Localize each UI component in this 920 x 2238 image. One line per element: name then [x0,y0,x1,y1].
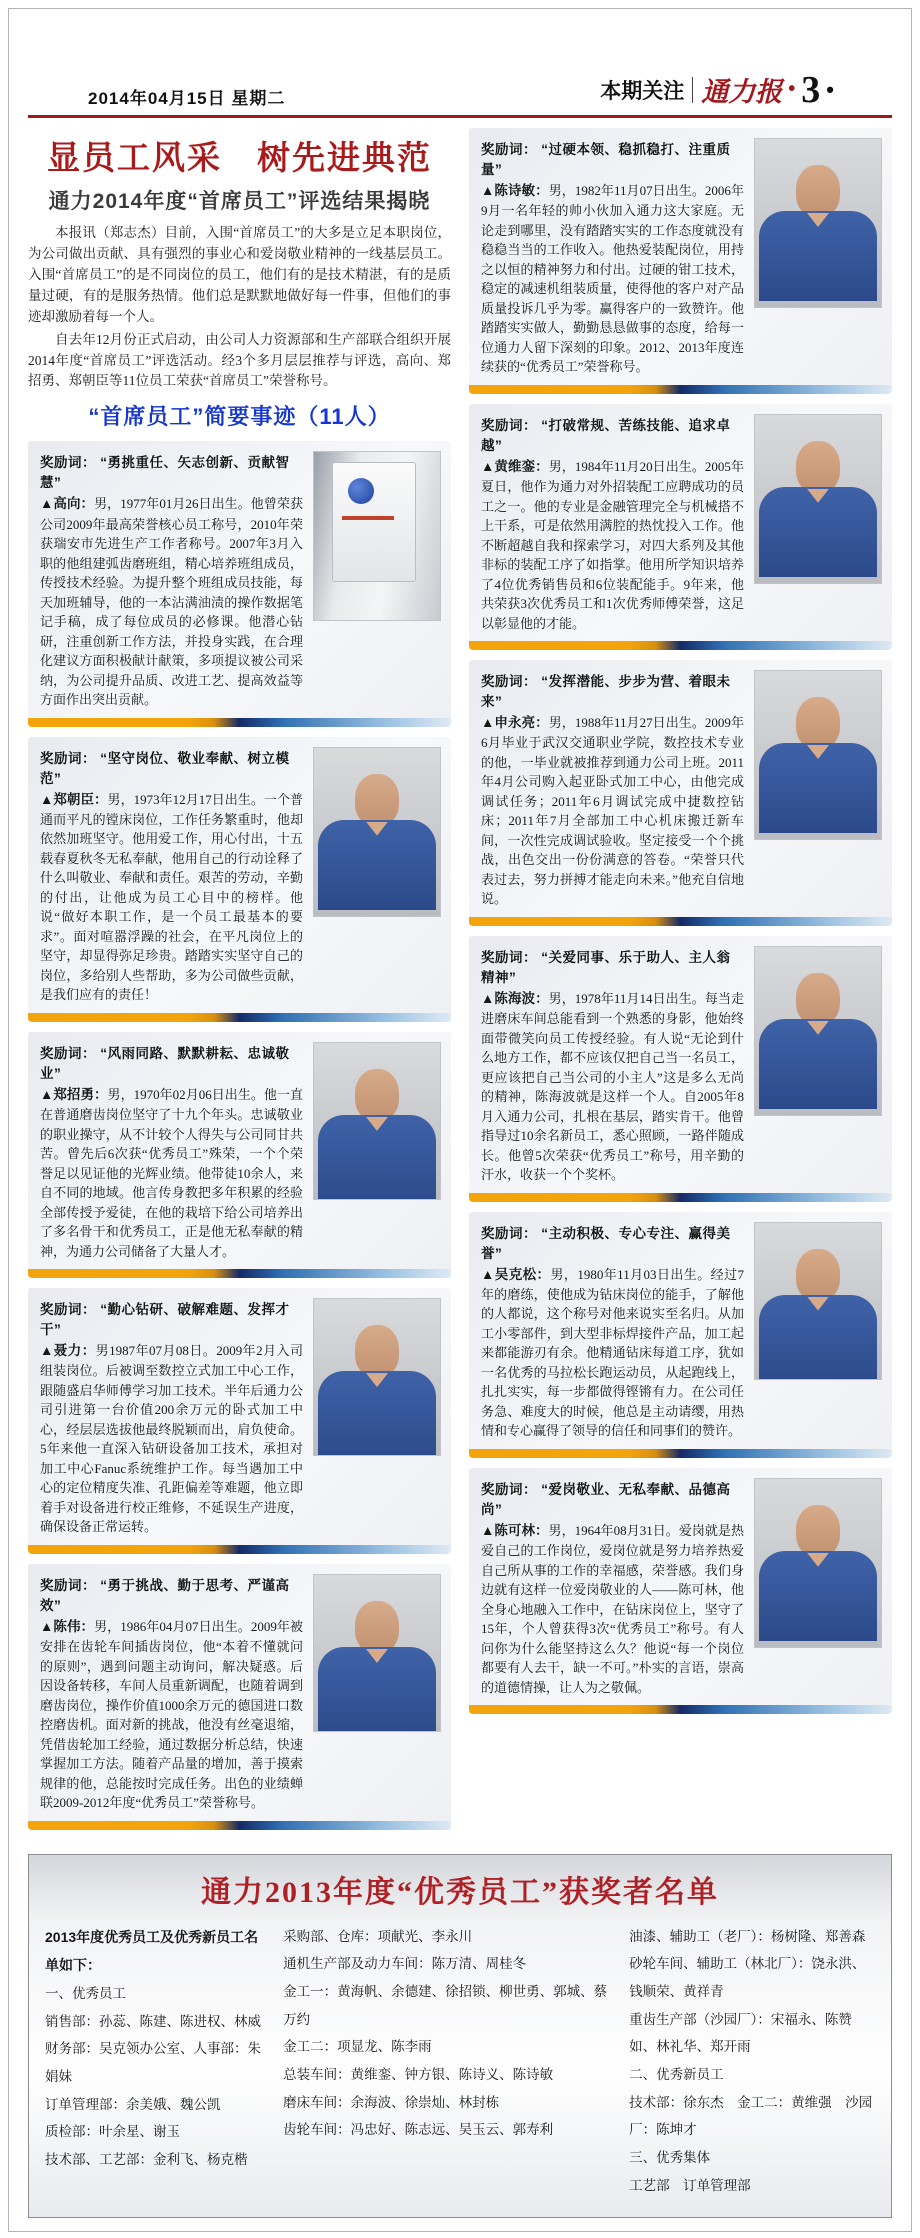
divider-swoosh [469,641,892,650]
awards-line: 二、优秀新员工 [629,2066,724,2082]
employee-name: ▲聂力： [40,1343,96,1359]
awards-line: 重齿生产部（沙园厂）：宋福永、陈赞如、林礼华、郑开雨 [629,2011,852,2055]
awards-line: 金工一：黄海帆、余德建、徐招锁、柳世勇、郭城、蔡万约 [283,1983,608,2027]
awards-line: 销售部：孙蕊、陈建、陈进权、林威 [45,2013,261,2029]
portrait-head [355,1601,399,1653]
award-words: 奖励词： “坚守岗位、敬业奉献、树立模范” [40,750,290,786]
employee-bio: ▲陈海波：男，1978年11月14日出生。每当走进磨床车间总能看到一个熟悉的身影，他始终面带微笑向员工传授经验。有人说“无论到什么地方工作，都不应该仅把自己当一名员工，更应该把自己当公司的小主人”这是多么无尚的精神，陈海波就是这样一个人。自2005年8月入通力公司，扎根在基层，踏实肯干。他曾指导过10余名新员工，悉心照顾，一路伴随成长。他曾5次荣获“优秀员工”称号，用辛勤的汗水，收获一个个奖杯。 [481,990,744,1182]
employee-name: ▲陈海波： [481,990,549,1006]
awards-line: 油漆、辅助工（老厂）：杨树隆、郑善森 [629,1928,866,1944]
employee-photo [754,138,882,308]
employee-name: ▲陈可林： [481,1522,549,1538]
employee-name: ▲吴克松： [481,1266,551,1282]
award-words: 奖励词： “勤心钻研、破解难题、发挥才干” [40,1302,290,1338]
profile-card-huangweiluan [469,404,892,650]
main-headline: 显员工风采 树先进典范 [47,141,432,177]
employee-photo [313,451,441,621]
employee-name: ▲陈诗敏： [481,183,549,198]
intro-paragraph-1: 本报讯（郑志杰）目前，入围“首席员工”的大多是立足本职岗位，为公司做出贡献、具有强烈的事业心和爱岗敬业精神的一线基层员工。入围“首席员工”的是不同岗位的员工，他们有的是技术精湛，有的是质量过硬，有的是服务热情。他们总是默默地做好每一件事，但他们的事迹却激励着每一个人。 [28,225,451,324]
red-bullet: • [788,78,796,100]
employee-photo [754,670,882,840]
profile-card-gaoxiang [28,441,451,726]
portrait-head [355,774,399,826]
employee-photo [313,1574,441,1732]
employee-photo [754,946,882,1116]
awards-line: 齿轮车间：冯忠好、陈志远、吴玉云、郭寿利 [283,2122,554,2138]
award-words: 奖励词： “勇于挑战、勤于思考、严谨高效” [40,1577,290,1613]
black-bullet: • [826,76,834,102]
intro-paragraph-2: 自去年12月份正式启动，由公司人力资源部和生产部联合组织开展2014年度“首席员工”评选活动。经3个多月层层推荐与评选，高向、郑招勇、郑朝臣等11位员工荣获“首席员工”荣誉称号。 [28,331,451,389]
page-number: 3 [801,68,821,111]
profile-card-zhengzhaoyong [28,1032,451,1278]
awards-line: 技术部、工艺部：金利飞、杨克楷 [45,2152,248,2168]
profile-card-chenhaibo [469,936,892,1202]
portrait-head [355,1325,399,1377]
employee-name: ▲陈伟： [40,1618,95,1634]
divider-swoosh [469,1705,892,1714]
section-heading: “首席员工”简要事迹（11人） [88,404,391,430]
employee-photo [313,1042,441,1200]
awards-line: 财务部：吴克领办公室、人事部：朱娟妹 [45,2041,261,2085]
awards-line: 三、优秀集体 [629,2150,711,2165]
left-column [28,128,451,1840]
award-words: 奖励词： “发挥潜能、步步为营、着眼未来” [481,674,731,709]
employee-bio: ▲申永亮：男，1988年11月27日出生。2009年6月毕业于武汉交通职业学院，数控技术专业的他，一毕业就被推荐到通力公司上班。2011年4月公司购入起亚卧式加工中心，由他完成调试任务；2011年6月调试完成中捷数控钻床；2011年7月全部加工中心机床搬迁新车间，一次性完成调试验收。坚定接受一个个挑战，出色交出一份份满意的答卷。“荣誉只代表过去，努力拼搏才能走向未来。”他充自信地说。 [481,715,744,907]
awards-line: 工艺部 订单管理部 [629,2177,751,2193]
profile-card-chenshimin [469,128,892,394]
award-words: 奖励词： “爱岗敬业、无私奉献、品德高尚” [481,1481,731,1517]
divider-swoosh [28,1821,451,1830]
awards-line: 一、优秀员工 [45,1986,126,2001]
awards-line: 通机生产部及动力车间：陈万清、周桂冬 [283,1956,527,1972]
awards-line: 订单管理部：余美娥、魏公凯 [45,2096,221,2112]
award-words: 奖励词： “过硬本领、稳抓稳打、注重质量” [481,142,731,177]
page-header [28,70,892,118]
awards-line: 质检部：叶余星、谢玉 [45,2124,180,2140]
portrait-head [796,697,840,749]
portrait-head [796,165,840,217]
issue-date: 2014年04月15日 星期二 [88,89,286,108]
awards-line: 总装车间：黄维銮、钟方银、陈诗义、陈诗敏 [283,2066,554,2082]
employee-bio: ▲陈可林：男，1964年08月31日。爱岗就是热爱自己的工作岗位，爱岗位就是努力培养热爱自己所从事的工作的幸福感，荣誉感。我们身边就有这样一位爱岗敬业的人——陈可林，他全身心地融入工作中，在钻床岗位上，坚守了15年，个人曾获得3次“优秀员工”称号。有人问你为什么能坚持这么久？他说“每一个岗位都要有人去干，缺一不可。”朴实的言语，崇高的道德情操，让人为之敬佩。 [481,1522,744,1695]
divider-swoosh [469,385,892,394]
awards-line: 采购部、仓库：项献光、李永川 [283,1928,473,1944]
employee-name: ▲高向： [40,496,95,512]
machine-image [332,462,416,582]
machine-detail [342,516,394,520]
right-column [469,128,892,1840]
profile-card-shenyongliang [469,660,892,926]
awards-list-lead: 2013年度优秀员工及优秀新员工名单如下： [45,1928,259,1974]
employee-name: ▲黄维銮： [481,458,549,474]
divider-swoosh [28,1269,451,1278]
employee-bio: ▲郑朝臣：男，1973年12月17日出生。一个普通而平凡的镗床岗位，工作任务繁重时，他却依然加班坚守。他用爱工作，用心付出，十五载春夏秋冬无私奉献，他用自己的行动诠释了什么叫敬业、奉献和责任。艰苦的劳动，辛勤的付出，让他成为员工心目中的榜样。他说“做好本职工作，是一个员工最基本的要求”。面对喧嚣浮躁的社会，在平凡岗位上的坚守，却显得弥足珍贵。踏踏实实坚守自己的岗位，多给别人些帮助，多为公司做些贡献，是我们应有的责任！ [40,791,303,1003]
award-words: 奖励词： “勇挑重任、矢志创新、贡献智慧” [40,455,290,491]
employee-photo [754,1478,882,1648]
awards-column-3 [629,1923,875,2200]
divider-swoosh [469,1193,892,1202]
awards-title: 通力2013年度“优秀员工”获奖者名单 [201,1875,719,1909]
employee-bio: ▲聂力：男1987年07月08日。2009年2月入司组装岗位。后被调至数控立式加工中心工作，跟随盛启华师傅学习加工技术。半年后通力公司引进第一台价值200余万元的卧式加工中心，经层层选拔他最终脱颖而出，肩负使命。5年来他一直深入钻研设备加工技术，承担对加工中心Fanuc系统维护工作。每当遇加工中心的定位精度失准、孔距偏差等难题，他立即着手对设备进行校正维修，不延误生产进度，确保设备正常运转。 [40,1343,303,1535]
awards-line: 金工二：项显龙、陈李雨 [283,2039,432,2055]
intro-text [28,223,451,392]
awards-list-box [28,1854,892,2219]
profile-card-zhengchaochen [28,737,451,1022]
divider-swoosh [469,1449,892,1458]
profile-card-nieli [28,1288,451,1554]
award-words: 奖励词： “打破常规、苦练技能、追求卓越” [481,417,731,453]
employee-bio: ▲黄维銮：男，1984年11月20日出生。2005年夏日，他作为通力对外招装配工应聘成功的员工之一。他的专业是金融管理完全与机械搭不上干系，可是依然用满腔的热忱投入工作。他不断超越自我和探索学习，对四大系列及其他非标的装配工序了如指掌。他用所学知识培养了4位优秀销售员和6位装配能手。9年来，他共荣获3次优秀员工和1次优秀师傅荣誉，这足以彰显他的才能。 [481,458,744,631]
employee-bio: ▲陈伟：男，1986年04月07日出生。2009年被安排在齿轮车间插齿岗位，他“本着不懂就问的原则”，遇到问题主动询问，解决疑惑。后因设备转移，车间人员重新调配，也随着调到磨齿岗位，操作价值1000余万元的德国进口数控磨齿机。面对新的挑战，他没有丝毫退缩，凭借齿轮加工经验，通过数据分析总结，快速掌握加工方法。随着产品量的增加，善于摸索规律的他，总能按时完成任务。出色的业绩蝉联2009-2012年度“优秀员工”荣誉称号。 [40,1618,303,1811]
portrait-head [796,1249,840,1301]
awards-column-2 [283,1923,615,2200]
masthead-divider [692,77,693,103]
focus-label: 本期关注 [600,79,685,103]
awards-line: 技术部：徐东杰 金工二：黄维强 沙园厂：陈坤才 [629,2094,873,2138]
employee-photo [754,1222,882,1380]
employee-bio: ▲高向：男，1977年01月26日出生。他曾荣获公司2009年最高荣誉核心员工称号，2010年荣获瑞安市先进生产工作者称号。2007年3月入职的他组建弧齿磨班组，精心培养班组成员，传授技术经验。为提升整个班组成员技能，每天加班辅导，他的一本沾满油渍的操作数据笔记手稿，成了每位成员的必修课。他潜心钻研，注重创新工作方法，并投身实践，在合理化建议方面积极献计献策，多项提议被公司采纳，为公司提升品质、改进工艺、提高效益等方面作出突出贡献。 [40,496,303,708]
awards-column-1 [45,1923,269,2200]
masthead [600,70,834,109]
portrait-head [796,1505,840,1557]
employee-bio: ▲郑招勇：男，1970年02月06日出生。他一直在普通磨齿岗位坚守了十九个年头。忠诚敬业的职业操守，从不计较个人得失与公司同甘共苦。曾先后6次获“优秀员工”殊荣，一个个荣誉足以见证他的光辉业绩。他带徒10余人，来自不同的地域。他言传身教把多年积累的经验全部传授予爱徒，在他的栽培下给公司培养出了多名骨干和优秀员工，正是他无私奉献的精神，为通力公司储备了大量人才。 [40,1086,303,1259]
divider-swoosh [28,718,451,727]
employee-name: ▲郑朝臣： [40,791,108,807]
employee-name: ▲郑招勇： [40,1086,108,1102]
employee-photo [754,414,882,584]
portrait-head [796,973,840,1025]
employee-name: ▲申永亮： [481,715,549,730]
profile-card-chenwei [28,1564,451,1830]
employee-bio: ▲吴克松：男，1980年11月03日出生。经过7年的磨练，使他成为钻床岗位的能手，了解他的人都说，这个称号对他来说实至名归。从加工小零部件，到大型非标焊接件产品，加工起来都能游刃有余。他精通钻床每道工序，犹如一名优秀的马拉松长跑运动员，从起跑线上，扎扎实实，每一步都做得铿锵有力。在公司任务急、难度大的时候，他总是主动请缨，用热情和专心赢得了领导的信任和同事们的赞许。 [481,1266,744,1439]
portrait-head [796,441,840,493]
award-words: 奖励词： “主动积极、专心专注、赢得美誉” [481,1225,731,1261]
divider-swoosh [469,917,892,926]
award-words: 奖励词： “风雨同路、默默耕耘、忠诚敬业” [40,1045,290,1081]
profile-card-chenkelin [469,1468,892,1714]
employee-photo [313,1298,441,1456]
profile-card-wukesong [469,1212,892,1458]
employee-bio: ▲陈诗敏：男，1982年11月07日出生。2006年9月一名年轻的帅小伙加入通力这大家庭。无论走到哪里，没有踏踏实实的工作态度就没有稳稳当当的工作收入。他热爱装配岗位，用持之以恒的精神努力和付出。过硬的钳工技术，稳定的减速机组装质量，使得他的客户对产品质量投诉几乎为零。赢得客户的一致赞许。他踏踏实实做人，勤勤恳恳做事的态度，给每一位通力人留下深刻的印象。2012、2013年度连续获的“优秀员工”荣誉称号。 [481,183,744,375]
award-words: 奖励词： “关爱同事、乐于助人、主人翁精神” [481,949,731,985]
portrait-head [355,1069,399,1121]
employee-photo [313,747,441,917]
paper-name: 通力报 [701,77,783,107]
divider-swoosh [28,1545,451,1554]
sub-headline: 通力2014年度“首席员工”评选结果揭晓 [48,190,431,213]
awards-line: 磨床车间：余海波、徐崇灿、林封栋 [283,2094,500,2110]
awards-line: 砂轮车间、辅助工（林北厂）：饶永洪、钱顺荣、黄祥青 [629,1956,866,1999]
divider-swoosh [28,1013,451,1022]
